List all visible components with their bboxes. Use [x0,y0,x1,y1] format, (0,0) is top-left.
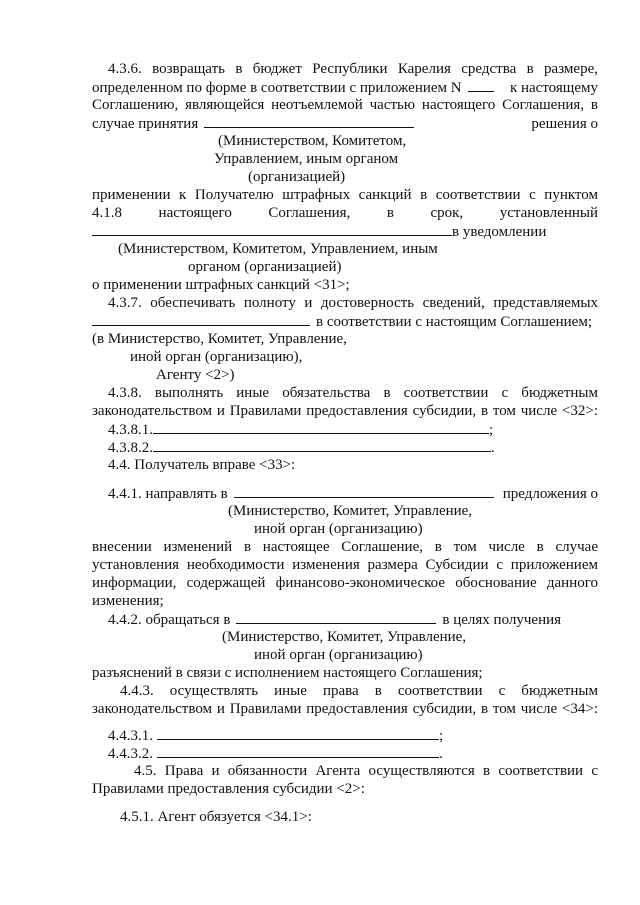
text: 4.4.2. обращаться в [108,612,231,628]
para-4-4-1-line-2: внесении изменений в настоящее Соглашение, в том числе в случае [92,539,598,555]
para-4-3-6-line-6: 4.1.8 настоящего Соглашения, в срок, установленный [92,205,598,221]
para-4-3-7-line-1: 4.3.7. обеспечивать полноту и достоверность сведений, представляемых [108,295,598,311]
text: в соответствии с настоящим Соглашением; [316,314,592,330]
text: ; [439,728,444,744]
para-4-4-1-line-4: информации, содержащей финансово-экономическое обоснование данного [92,575,598,591]
para-4-3-6-line-4 [92,114,598,133]
para-4-4-3-2 [108,744,443,763]
para-4-4-3-line-1: 4.4.3. осуществлять иные права в соответствии с бюджетным [120,683,598,699]
note-recipient-3: Агенту <2>) [156,367,235,383]
note-recipient-1: (в Министерство, Комитет, Управление, [92,331,347,347]
para-4-4-3-line-2: законодательством и Правилами предоставления субсидии, в том числе <34>: [92,701,598,717]
text: случае принятия [92,116,199,132]
note-authority-9: иной орган (организацию) [254,647,423,663]
para-4-3-7-line-2 [92,312,598,331]
para-4-3-6-line-3: Соглашению, являющейся неотъемлемой частью настоящего Соглашения, в [92,97,598,113]
authority-blank [234,484,494,498]
obligation-blank [153,420,489,434]
para-4-3-8-line-2: законодательством и Правилами предоставления субсидии, в том числе <32>: [92,403,598,419]
section-4-4-heading: 4.4. Получатель вправе <33>: [108,457,296,473]
note-authority-1: (Министерством, Комитетом, [218,133,407,149]
note-authority-7: иной орган (организацию) [254,521,423,537]
para-4-3-6-line-5: применении к Получателю штрафных санкций в соответствии с пунктом [92,187,598,203]
para-4-5-line-2: Правилами предоставления субсидии <2>: [92,781,365,797]
text: 4.4.3.2. [108,746,153,762]
text: . [491,440,495,456]
text: ; [489,422,494,438]
text: к настоящему [509,80,598,96]
para-4-3-6-line-1: 4.3.6. возвращать в бюджет Республики Карелия средства в размере, [108,61,598,77]
recipient-blank [92,312,310,326]
note-authority-6: (Министерство, Комитет, Управление, [228,503,473,519]
note-authority-4: (Министерством, Комитетом, Управлением, иным [118,241,438,257]
para-4-3-6-line-2 [92,78,598,97]
para-4-4-1-line-1 [108,484,598,503]
text: в уведомлении [452,224,547,240]
note-authority-5: органом (организацией) [188,259,342,275]
appendix-number-blank [468,78,494,92]
para-4-3-8-2 [108,438,495,457]
para-4-3-6-line-7 [92,222,598,241]
para-4-4-1-line-5: изменения; [92,593,164,609]
para-4-4-2-line-2: разъяснений в связи с исполнением настоящего Соглашения; [92,665,483,681]
text: решения о [531,116,598,132]
para-4-3-6-line-8: о применении штрафных санкций <31>; [92,277,350,293]
text: предложения о [502,486,598,502]
right-blank [157,726,439,740]
para-4-5-line-1: 4.5. Права и обязанности Агента осуществляются в соответствии с [134,763,598,779]
para-4-5-1: 4.5.1. Агент обязуется <34.1>: [120,809,312,825]
authority-blank [204,114,414,128]
right-blank [157,744,439,758]
text: в целях получения [442,612,562,628]
note-authority-2: Управлением, иным органом [214,151,399,167]
text: определенном по форме в соответствии с приложением N [92,80,462,96]
text: 4.4.1. направлять в [108,486,228,502]
obligation-blank [153,438,491,452]
para-4-3-8-1 [108,420,493,439]
authority-blank [236,610,436,624]
note-recipient-2: иной орган (организацию), [130,349,303,365]
para-4-4-3-1 [108,726,443,745]
note-authority-8: (Министерство, Комитет, Управление, [222,629,467,645]
para-4-4-2-line-1 [108,610,561,629]
text: . [439,746,443,762]
text: 4.4.3.1. [108,728,153,744]
para-4-4-1-line-3: установления необходимости изменения размера Субсидии с приложением [92,557,598,573]
text: 4.3.8.2. [108,440,153,456]
authority-blank [92,222,452,236]
para-4-3-8-line-1: 4.3.8. выполнять иные обязательства в соответствии с бюджетным [108,385,598,401]
note-authority-3: (организацией) [248,169,346,185]
text: 4.3.8.1. [108,422,153,438]
